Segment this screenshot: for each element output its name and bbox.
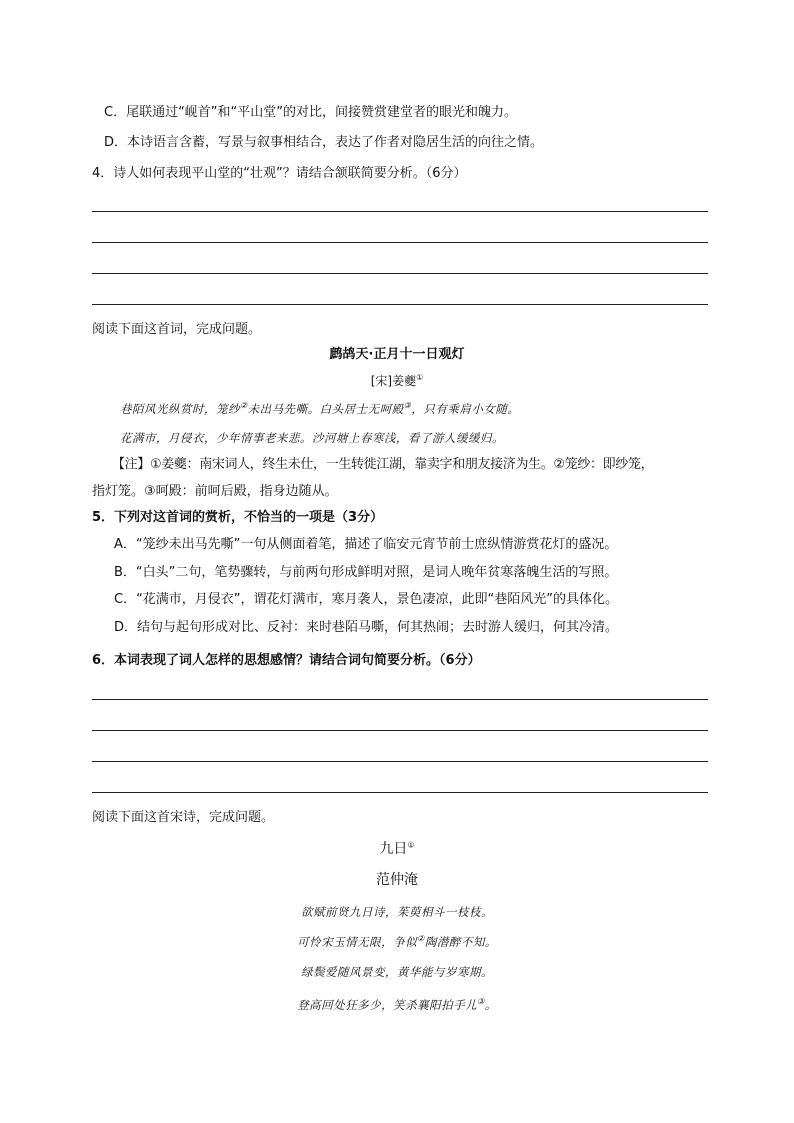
poem-author: [宋]姜夔①	[370, 373, 424, 388]
answer-line[interactable]	[92, 792, 708, 793]
section-intro: 阅读下面这首词，完成问题。	[92, 322, 262, 337]
q3-option-c: C．尾联通过“岘首”和“平山堂”的对比，间接赞赏建堂者的眼光和魄力。	[104, 105, 518, 120]
poem-title: 九日①	[379, 840, 415, 857]
q5-option-d: D．结句与起句形成对比、反衬：来时巷陌马嘶，何其热闹；去时游人缓归，何其冷清。	[114, 620, 619, 635]
q5-option-b: B．“白头”二句，笔势骤转，与前两句形成鲜明对照，是词人晚年贫寒落魄生活的写照。	[114, 565, 618, 580]
q6-stem: 6．本词表现了词人怎样的思想感情？请结合词句简要分析。（6分）	[92, 653, 481, 668]
answer-line[interactable]	[92, 699, 708, 700]
poem-line: 登高回处狂多少，笑杀襄阳拍手儿③。	[297, 997, 497, 1012]
poem-line: 绿鬓爱随风景变，黄华能与岁寒期。	[301, 965, 493, 979]
q4-stem: 4．诗人如何表现平山堂的“壮观”？请结合颔联简要分析。（6分）	[92, 166, 467, 181]
poem-line: 欲赋前贤九日诗，茱萸相斗一枝枝。	[301, 905, 493, 919]
q5-option-a: A．“笼纱未出马先嘶”一句从侧面着笔，描述了临安元宵节前士庶纵情游赏花灯的盛况。	[114, 537, 618, 552]
poem-title: 鹧鸪天·正月十一日观灯	[329, 347, 465, 362]
answer-line[interactable]	[92, 730, 708, 731]
poem-line: 巷陌风光纵赏时，笼纱②未出马先嘶。白头居士无呵殿③，只有乘肩小女随。	[120, 401, 520, 416]
answer-line[interactable]	[92, 273, 708, 274]
answer-line[interactable]	[92, 761, 708, 762]
q3-option-d: D．本诗语言含蓄，写景与叙事相结合，表达了作者对隐居生活的向往之情。	[104, 135, 544, 150]
answer-line[interactable]	[92, 211, 708, 212]
poem-line: 可怜宋玉情无限，争似②陶潜醉不知。	[297, 934, 497, 949]
poem-line: 花满市，月侵衣，少年情事老来悲。沙河塘上春寒浅，看了游人缓缓归。	[120, 431, 504, 445]
poem-author: 范仲淹	[376, 872, 418, 888]
note-text: 指灯笼。③呵殿：前呵后殿，指身边随从。	[92, 484, 338, 499]
q5-option-c: C．“花满市，月侵衣”，谓花灯满市，寒月袭人，景色凄凉，此即“巷陌风光”的具体化。	[114, 592, 619, 607]
answer-line[interactable]	[92, 304, 708, 305]
q5-stem: 5．下列对这首词的赏析，不恰当的一项是（3分）	[92, 510, 384, 525]
answer-line[interactable]	[92, 242, 708, 243]
note-text: 【注】①姜夔：南宋词人，终生未仕，一生转徙江湖，靠卖字和朋友接济为生。②笼纱：即纱笼，	[112, 457, 654, 472]
section-intro: 阅读下面这首宋诗，完成问题。	[92, 810, 275, 825]
